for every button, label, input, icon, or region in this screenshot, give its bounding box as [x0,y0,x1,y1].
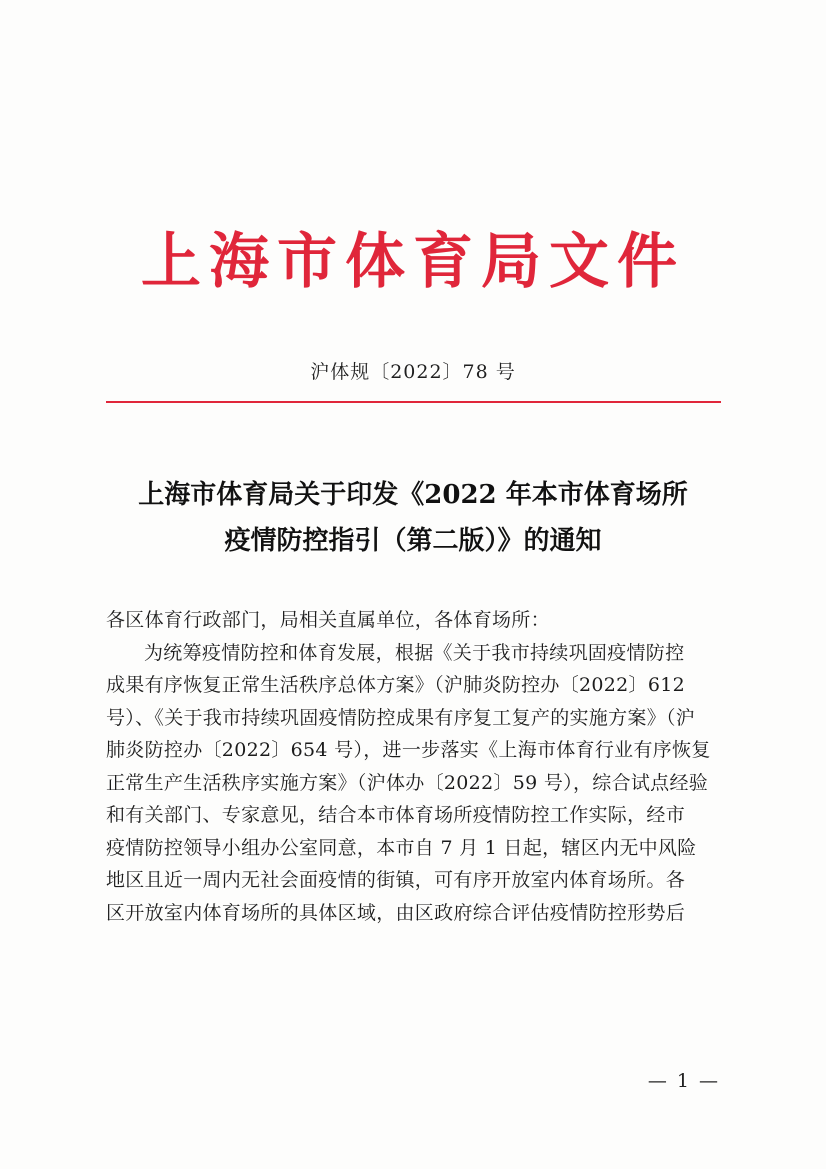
body-line: 疫情防控领导小组办公室同意，本市自 7 月 1 日起，辖区内无中风险 [106,836,697,859]
page-number: — 1 — [647,1070,720,1092]
body-line: 正常生产生活秩序实施方案》（沪体办〔2022〕59 号），综合试点经验 [106,771,709,794]
red-separator-rule [106,401,721,403]
document-number: 沪体规〔2022〕78 号 [310,361,516,383]
body-line: 区开放室内体育场所的具体区域，由区政府综合评估疫情防控形势后 [106,901,686,924]
body-line: 肺炎防控办〔2022〕654 号），进一步落实《上海市体育行业有序恢复 [106,739,711,761]
addressee-line: 各区体育行政部门，局相关直属单位，各体育场所： [106,609,550,631]
notice-body [106,604,728,929]
body-line: 地区且近一周内无社会面疫情的街镇，可有序开放室内体育场所。各 [106,869,686,891]
body-line: 为统筹疫情防控和体育发展，根据《关于我市持续巩固疫情防控 [144,641,685,664]
body-line: 号）、《关于我市持续巩固疫情防控成果有序复工复产的实施方案》（沪 [106,706,696,729]
issuer-header-title: 上海市体育局文件 [141,227,685,297]
body-line: 成果有序恢复正常生活秩序总体方案》（沪肺炎防控办〔2022〕612 [106,674,686,696]
notice-title-line-1: 上海市体育局关于印发《2022 年本市体育场所 [138,480,688,510]
notice-title [0,472,826,564]
body-line: 和有关部门、专家意见，结合本市体育场所疫情防控工作实际，经市 [106,804,686,826]
notice-title-line-2: 疫情防控指引（第二版）》的通知 [224,526,602,556]
